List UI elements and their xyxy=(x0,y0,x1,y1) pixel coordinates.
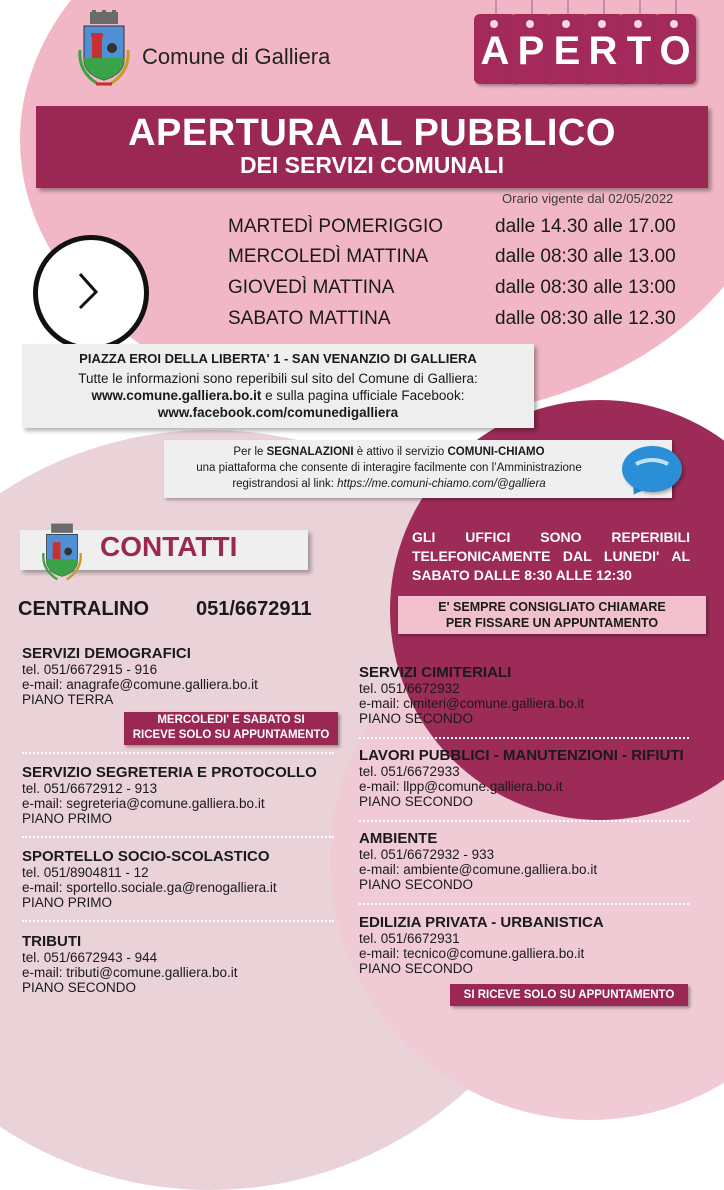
schedule-note: Orario vigente dal 02/05/2022 xyxy=(502,191,674,206)
municipality-name: Comune di Galliera xyxy=(142,44,331,69)
service-email: e-mail: sportello.sociale.ga@renogalliera.it xyxy=(22,880,277,895)
service-floor: PIANO TERRA xyxy=(22,692,114,707)
advice-line: E' SEMPRE CONSIGLIATO CHIAMARE xyxy=(438,600,666,614)
contatti-title: CONTATTI xyxy=(100,531,238,562)
schedule-time: dalle 08:30 alle 13:00 xyxy=(495,277,676,298)
service-phone: tel. 051/6672912 - 913 xyxy=(22,781,158,796)
schedule-day: MARTEDÌ POMERIGGIO xyxy=(228,216,444,237)
service-title: SERVIZI CIMITERIALI xyxy=(359,664,512,681)
title-banner xyxy=(36,106,708,188)
divider xyxy=(359,737,689,739)
divider xyxy=(22,920,334,922)
chat-bubble-icon xyxy=(622,446,682,492)
uffici-hours-note: GLI UFFICI SONO REPERIBILI TELEFONICAMENTE DAL LUNEDI' AL SABATO DALLE 8:30 ALLE 12:30 xyxy=(412,529,690,583)
schedule-day: SABATO MATTINA xyxy=(228,308,391,329)
service-title: TRIBUTI xyxy=(22,933,82,950)
service-phone: tel. 051/6672931 xyxy=(359,931,460,946)
divider xyxy=(359,820,689,822)
schedule-time: dalle 08:30 alle 12.30 xyxy=(495,308,676,329)
service-floor: PIANO SECONDO xyxy=(359,961,474,976)
address-info-box xyxy=(22,344,534,428)
service-title: AMBIENTE xyxy=(359,830,438,847)
service-block xyxy=(359,914,604,976)
appointment-advice-box xyxy=(398,596,706,634)
service-phone: tel. 051/6672943 - 944 xyxy=(22,950,158,965)
segnalazioni-box xyxy=(164,440,672,498)
service-floor: PIANO PRIMO xyxy=(22,895,113,910)
service-block xyxy=(22,933,238,995)
facebook-link[interactable]: www.facebook.com/comunedigalliera xyxy=(157,405,399,420)
service-block xyxy=(359,664,584,726)
service-floor: PIANO PRIMO xyxy=(22,811,113,826)
aperto-tag-letter: T xyxy=(618,14,660,84)
service-phone: tel. 051/6672932 xyxy=(359,681,460,696)
service-phone: tel. 051/6672932 - 933 xyxy=(359,847,495,862)
service-title: SPORTELLO SOCIO-SCOLASTICO xyxy=(22,848,270,865)
coat-of-arms-logo-small xyxy=(40,522,84,584)
clock-icon xyxy=(33,235,149,351)
website-link[interactable]: www.comune.galliera.bo.it xyxy=(91,388,262,403)
aperto-tag-letter: E xyxy=(546,14,588,84)
service-email: e-mail: cimiteri@comune.galliera.bo.it xyxy=(359,696,585,711)
schedule-time: dalle 08:30 alle 13.00 xyxy=(495,246,676,267)
service-email: e-mail: anagrafe@comune.galliera.bo.it xyxy=(22,677,258,692)
service-floor: PIANO SECONDO xyxy=(359,711,474,726)
service-block xyxy=(359,830,597,892)
banner-subtitle: DEI SERVIZI COMUNALI xyxy=(239,152,505,178)
info-line: Tutte le informazioni sono reperibili sul sito del Comune di Galliera: xyxy=(78,371,478,386)
service-email: e-mail: tributi@comune.galliera.bo.it xyxy=(22,965,238,980)
service-phone: tel. 051/8904811 - 12 xyxy=(22,865,149,880)
segnalazioni-line: registrandosi al link: https://me.comuni-chiamo.com/@galliera xyxy=(232,478,546,490)
service-block xyxy=(22,848,277,910)
service-title: SERVIZI DEMOGRAFICI xyxy=(22,645,191,662)
divider xyxy=(22,836,334,838)
appointment-pill: SI RICEVE SOLO SU APPUNTAMENTO xyxy=(450,984,688,1006)
comuni-chiamo-link[interactable]: https://me.comuni-chiamo.com/@galliera xyxy=(337,478,546,490)
banner-title: APERTURA AL PUBBLICO xyxy=(128,112,616,154)
service-title: EDILIZIA PRIVATA - URBANISTICA xyxy=(359,914,604,931)
schedule-day: GIOVEDÌ MATTINA xyxy=(228,277,395,298)
info-line-site xyxy=(22,388,534,403)
aperto-tag-letter: P xyxy=(510,14,552,84)
centralino-number: 051/6672911 xyxy=(196,598,312,620)
divider xyxy=(22,752,334,754)
segnalazioni-line: Per le SEGNALAZIONI è attivo il servizio COMUNI-CHIAMO xyxy=(233,446,545,458)
service-block xyxy=(359,747,684,809)
aperto-tag-letter: R xyxy=(582,14,624,84)
address: PIAZZA EROI DELLA LIBERTA' 1 - SAN VENANZIO DI GALLIERA xyxy=(79,351,477,366)
centralino-label: CENTRALINO xyxy=(18,598,150,620)
service-email: e-mail: ambiente@comune.galliera.bo.it xyxy=(359,862,598,877)
service-phone: tel. 051/6672933 xyxy=(359,764,460,779)
service-phone: tel. 051/6672915 - 916 xyxy=(22,662,158,677)
service-floor: PIANO SECONDO xyxy=(22,980,137,995)
schedule-day: MERCOLEDÌ MATTINA xyxy=(228,246,429,267)
info-line: e sulla pagina ufficiale Facebook: xyxy=(261,388,465,403)
aperto-tag-letter: O xyxy=(654,14,696,84)
appointment-pill: MERCOLEDI' E SABATO SI RICEVE SOLO SU APPUNTAMENTO xyxy=(124,712,338,745)
service-email: e-mail: llpp@comune.galliera.bo.it xyxy=(359,779,563,794)
service-title: SERVIZIO SEGRETERIA E PROTOCOLLO xyxy=(22,764,317,781)
service-title: LAVORI PUBBLICI - MANUTENZIONI - RIFIUTI xyxy=(359,747,684,764)
service-email: e-mail: tecnico@comune.galliera.bo.it xyxy=(359,946,585,961)
service-email: e-mail: segreteria@comune.galliera.bo.it xyxy=(22,796,265,811)
advice-line: PER FISSARE UN APPUNTAMENTO xyxy=(445,616,659,630)
service-block xyxy=(22,645,258,707)
segnalazioni-line: una piattaforma che consente di interagire facilmente con l’Amministrazione xyxy=(196,462,582,474)
service-block xyxy=(22,764,317,826)
service-floor: PIANO SECONDO xyxy=(359,877,474,892)
aperto-tag-letter: A xyxy=(474,14,516,84)
service-floor: PIANO SECONDO xyxy=(359,794,474,809)
schedule-time: dalle 14.30 alle 17.00 xyxy=(495,216,676,237)
coat-of-arms-logo xyxy=(76,10,132,90)
divider xyxy=(359,903,689,905)
